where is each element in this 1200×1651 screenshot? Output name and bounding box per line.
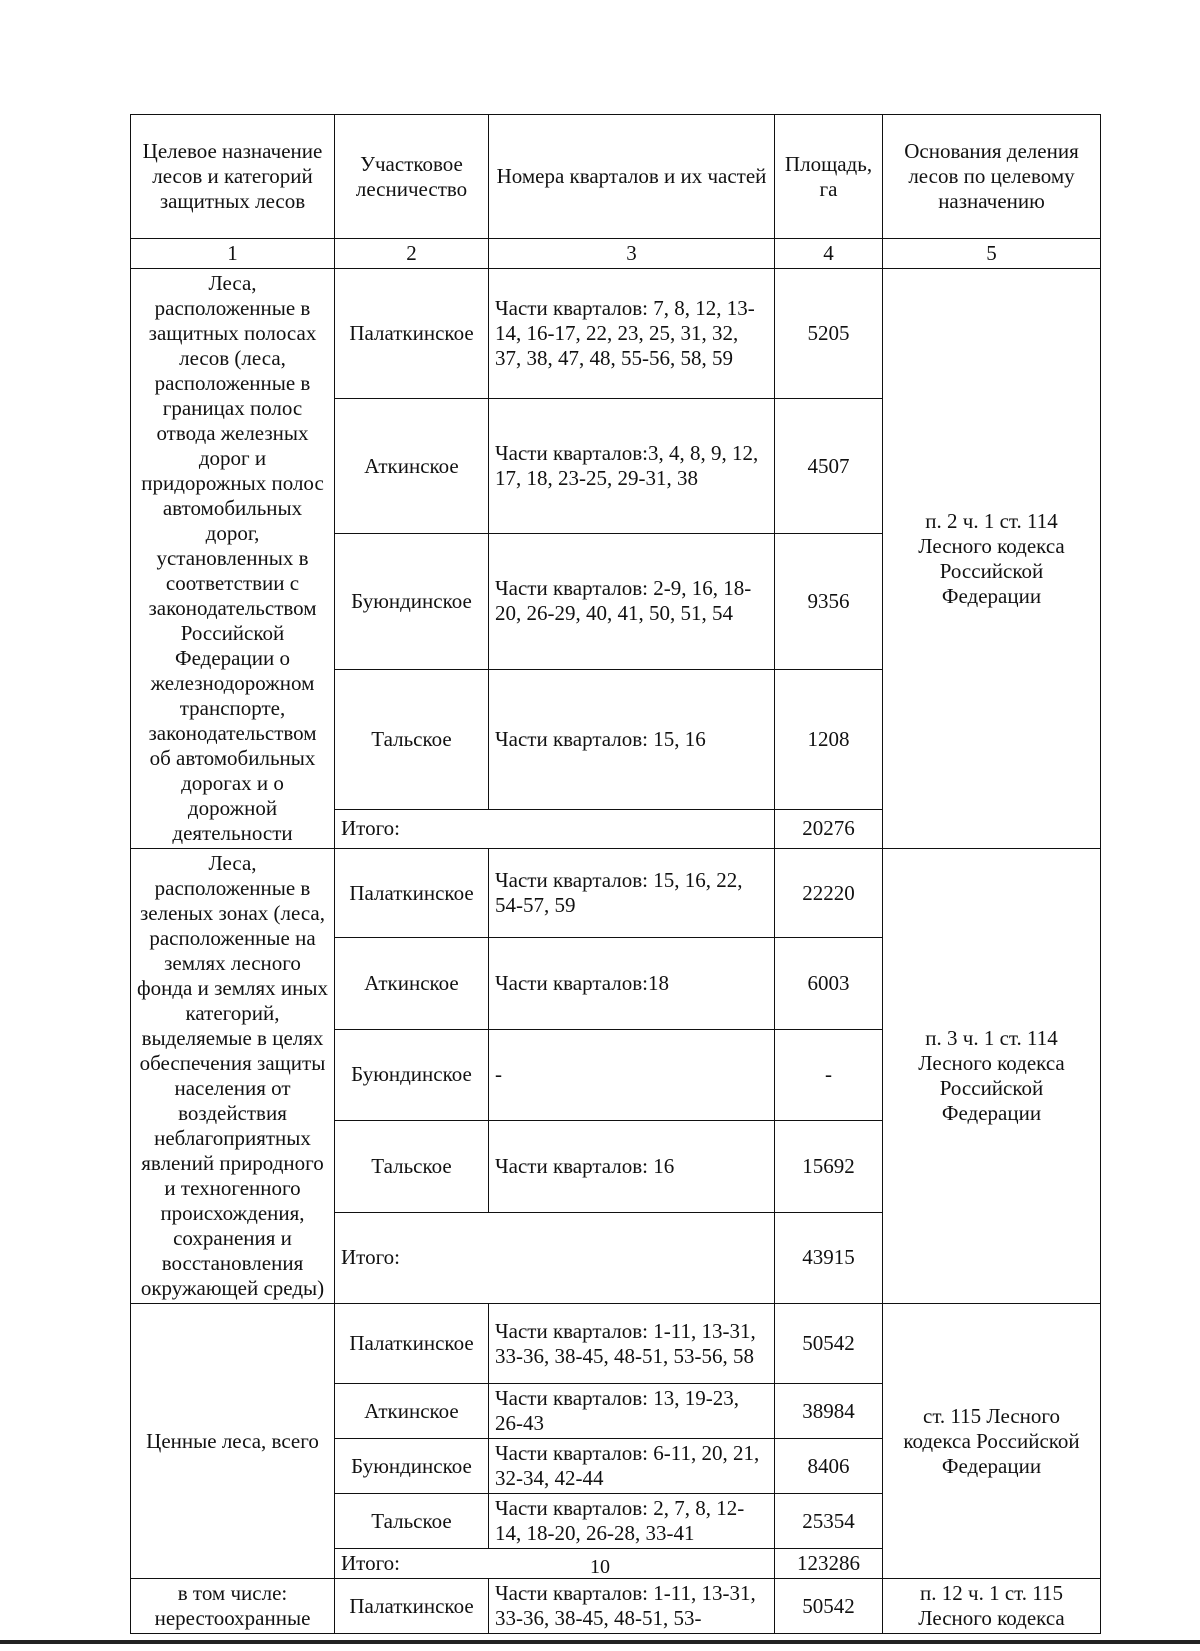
header-area: Площадь, га <box>775 115 883 239</box>
header-basis: Основания деления лесов по целевому назначению <box>883 115 1101 239</box>
forestry-cell: Палаткинское <box>335 849 489 938</box>
forestry-cell: Аткинское <box>335 938 489 1029</box>
area-cell: 22220 <box>775 849 883 938</box>
area-cell: 25354 <box>775 1494 883 1549</box>
basis-cell: п. 12 ч. 1 ст. 115 Лесного кодекса <box>883 1579 1101 1634</box>
forestry-cell: Тальское <box>335 1121 489 1212</box>
table-row <box>131 269 1101 399</box>
quarters-cell: Части кварталов: 15, 16, 22, 54-57, 59 <box>489 849 775 938</box>
forestry-cell: Буюндинское <box>335 1439 489 1494</box>
quarters-cell: Части кварталов: 7, 8, 12, 13-14, 16-17, 22, 23, 25, 31, 32, 37, 38, 47, 48, 55-56, 58, 59 <box>489 269 775 399</box>
forestry-cell: Тальское <box>335 1494 489 1549</box>
forestry-cell: Палаткинское <box>335 1304 489 1384</box>
forestry-cell: Буюндинское <box>335 534 489 669</box>
forestry-cell: Тальское <box>335 669 489 809</box>
table-row <box>131 1579 1101 1634</box>
quarters-cell: Части кварталов: 2-9, 16, 18-20, 26-29, 40, 41, 50, 51, 54 <box>489 534 775 669</box>
area-cell: 50542 <box>775 1304 883 1384</box>
quarters-cell: Части кварталов:18 <box>489 938 775 1029</box>
total-area: 20276 <box>775 809 883 848</box>
col-number: 1 <box>131 239 335 269</box>
basis-cell: ст. 115 Лесного кодекса Российской Федерации <box>883 1304 1101 1579</box>
col-number: 3 <box>489 239 775 269</box>
category-cell: Леса, расположенные в зеленых зонах (леса, расположенные на землях лесного фонда и землях иных категорий, выделяемые в целях обеспечения защиты населения от воздействия неблагоприятных явлений природного и техногенного происхождения, сохранения и восстановления окружающей среды) <box>131 849 335 1304</box>
category-cell: Леса, расположенные в защитных полосах лесов (леса, расположенные в границах полос отвода железных дорог и придорожных полос автомобильных дорог, установленных в соответствии с законодательством Российской Федерации о железнодорожном транспорте, законодательством об автомобильных дорогах и о дорожной деятельности <box>131 269 335 849</box>
quarters-cell: Части кварталов: 16 <box>489 1121 775 1212</box>
area-cell: 1208 <box>775 669 883 809</box>
total-area: 43915 <box>775 1212 883 1303</box>
total-label: Итого: <box>335 809 775 848</box>
category-cell: в том числе: нерестоохранные <box>131 1579 335 1634</box>
category-cell: Ценные леса, всего <box>131 1304 335 1579</box>
area-cell: 9356 <box>775 534 883 669</box>
total-label: Итого: <box>335 1212 775 1303</box>
header-forestry: Участковое лесничество <box>335 115 489 239</box>
basis-cell: п. 2 ч. 1 ст. 114 Лесного кодекса Российской Федерации <box>883 269 1101 849</box>
forestry-cell: Аткинское <box>335 1384 489 1439</box>
quarters-cell: Части кварталов: 1-11, 13-31, 33-36, 38-45, 48-51, 53- <box>489 1579 775 1634</box>
table-row <box>131 1304 1101 1384</box>
quarters-cell: Части кварталов: 1-11, 13-31, 33-36, 38-45, 48-51, 53-56, 58 <box>489 1304 775 1384</box>
forest-purpose-table <box>130 114 1101 1634</box>
header-quarters: Номера кварталов и их частей <box>489 115 775 239</box>
total-area: 123286 <box>775 1549 883 1579</box>
col-number: 2 <box>335 239 489 269</box>
area-cell: - <box>775 1029 883 1120</box>
quarters-cell: Части кварталов: 13, 19-23, 26-43 <box>489 1384 775 1439</box>
area-cell: 15692 <box>775 1121 883 1212</box>
col-number: 5 <box>883 239 1101 269</box>
page-number: 10 <box>590 1556 610 1578</box>
scan-edge-line <box>0 1640 1200 1644</box>
area-cell: 50542 <box>775 1579 883 1634</box>
quarters-cell: Части кварталов: 6-11, 20, 21, 32-34, 42-44 <box>489 1439 775 1494</box>
area-cell: 4507 <box>775 399 883 534</box>
area-cell: 5205 <box>775 269 883 399</box>
table-header-row <box>131 115 1101 239</box>
forestry-cell: Палаткинское <box>335 269 489 399</box>
forestry-cell: Буюндинское <box>335 1029 489 1120</box>
area-cell: 38984 <box>775 1384 883 1439</box>
area-cell: 8406 <box>775 1439 883 1494</box>
column-number-row <box>131 239 1101 269</box>
area-cell: 6003 <box>775 938 883 1029</box>
forestry-cell: Аткинское <box>335 399 489 534</box>
quarters-cell: Части кварталов: 15, 16 <box>489 669 775 809</box>
header-purpose: Целевое назначение лесов и категорий защитных лесов <box>131 115 335 239</box>
quarters-cell: - <box>489 1029 775 1120</box>
table-row <box>131 849 1101 938</box>
quarters-cell: Части кварталов:3, 4, 8, 9, 12, 17, 18, 23-25, 29-31, 38 <box>489 399 775 534</box>
col-number: 4 <box>775 239 883 269</box>
quarters-cell: Части кварталов: 2, 7, 8, 12-14, 18-20, 26-28, 33-41 <box>489 1494 775 1549</box>
basis-cell: п. 3 ч. 1 ст. 114 Лесного кодекса Российской Федерации <box>883 849 1101 1304</box>
forestry-cell: Палаткинское <box>335 1579 489 1634</box>
total-label: Итого: <box>335 1549 775 1579</box>
